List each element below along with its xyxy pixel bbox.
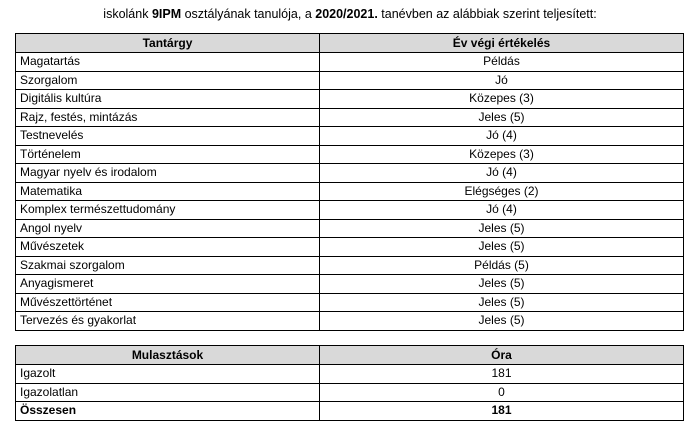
table-row (16, 53, 684, 72)
grade-cell: Közepes (3) (320, 90, 684, 109)
intro-middle: osztályának tanulója, a (181, 7, 316, 21)
absence-table (15, 345, 684, 421)
grades-body (16, 53, 684, 331)
grade-cell: Jó (4) (320, 164, 684, 183)
grade-cell: Jó (4) (320, 127, 684, 146)
table-row (16, 293, 684, 312)
table-row (16, 145, 684, 164)
table-row (16, 164, 684, 183)
subject-cell: Testnevelés (16, 127, 320, 146)
subject-cell: Anyagismeret (16, 275, 320, 294)
grade-column-header: Év végi értékelés (320, 34, 684, 53)
table-row (16, 219, 684, 238)
table-row (16, 90, 684, 109)
subject-cell: Szakmai szorgalom (16, 256, 320, 275)
subject-cell: Komplex természettudomány (16, 201, 320, 220)
table-row (16, 238, 684, 257)
grade-cell: Közepes (3) (320, 145, 684, 164)
subject-cell: Rajz, festés, mintázás (16, 108, 320, 127)
grade-cell: Példás (5) (320, 256, 684, 275)
table-row (16, 256, 684, 275)
total-hours: 181 (320, 402, 684, 421)
grades-header-row (16, 34, 684, 53)
grade-cell: Jó (320, 71, 684, 90)
absence-total-row (16, 402, 684, 421)
subject-cell: Angol nyelv (16, 219, 320, 238)
table-row (16, 383, 684, 402)
absence-column-header: Mulasztások (16, 346, 320, 365)
table-row (16, 71, 684, 90)
grade-cell: Elégséges (2) (320, 182, 684, 201)
table-row (16, 182, 684, 201)
subject-cell: Matematika (16, 182, 320, 201)
absence-label-cell: Igazolatlan (16, 383, 320, 402)
intro-sentence (0, 7, 700, 21)
subject-column-header: Tantárgy (16, 34, 320, 53)
grade-cell: Jeles (5) (320, 293, 684, 312)
subject-cell: Történelem (16, 145, 320, 164)
grade-cell: Jeles (5) (320, 238, 684, 257)
absence-header-row (16, 346, 684, 365)
hours-column-header: Óra (320, 346, 684, 365)
grade-cell: Jeles (5) (320, 108, 684, 127)
subject-cell: Digitális kultúra (16, 90, 320, 109)
table-row (16, 108, 684, 127)
grade-cell: Jó (4) (320, 201, 684, 220)
grade-cell: Jeles (5) (320, 219, 684, 238)
absence-hours-cell: 181 (320, 365, 684, 384)
subject-cell: Tervezés és gyakorlat (16, 312, 320, 331)
table-row (16, 365, 684, 384)
intro-suffix: tanévben az alábbiak szerint teljesített: (377, 7, 597, 21)
table-row (16, 275, 684, 294)
subject-cell: Magatartás (16, 53, 320, 72)
class-name: 9IPM (151, 7, 182, 21)
absence-body (16, 365, 684, 402)
school-year: 2020/2021. (315, 7, 378, 21)
table-row (16, 127, 684, 146)
table-row (16, 201, 684, 220)
subject-cell: Magyar nyelv és irodalom (16, 164, 320, 183)
grades-table (15, 33, 684, 331)
grade-cell: Jeles (5) (320, 312, 684, 331)
subject-cell: Művészetek (16, 238, 320, 257)
intro-prefix: iskolánk (103, 7, 152, 21)
table-row (16, 312, 684, 331)
absence-hours-cell: 0 (320, 383, 684, 402)
subject-cell: Művészettörténet (16, 293, 320, 312)
grade-cell: Jeles (5) (320, 275, 684, 294)
subject-cell: Szorgalom (16, 71, 320, 90)
total-label: Összesen (16, 402, 320, 421)
grade-cell: Példás (320, 53, 684, 72)
absence-label-cell: Igazolt (16, 365, 320, 384)
